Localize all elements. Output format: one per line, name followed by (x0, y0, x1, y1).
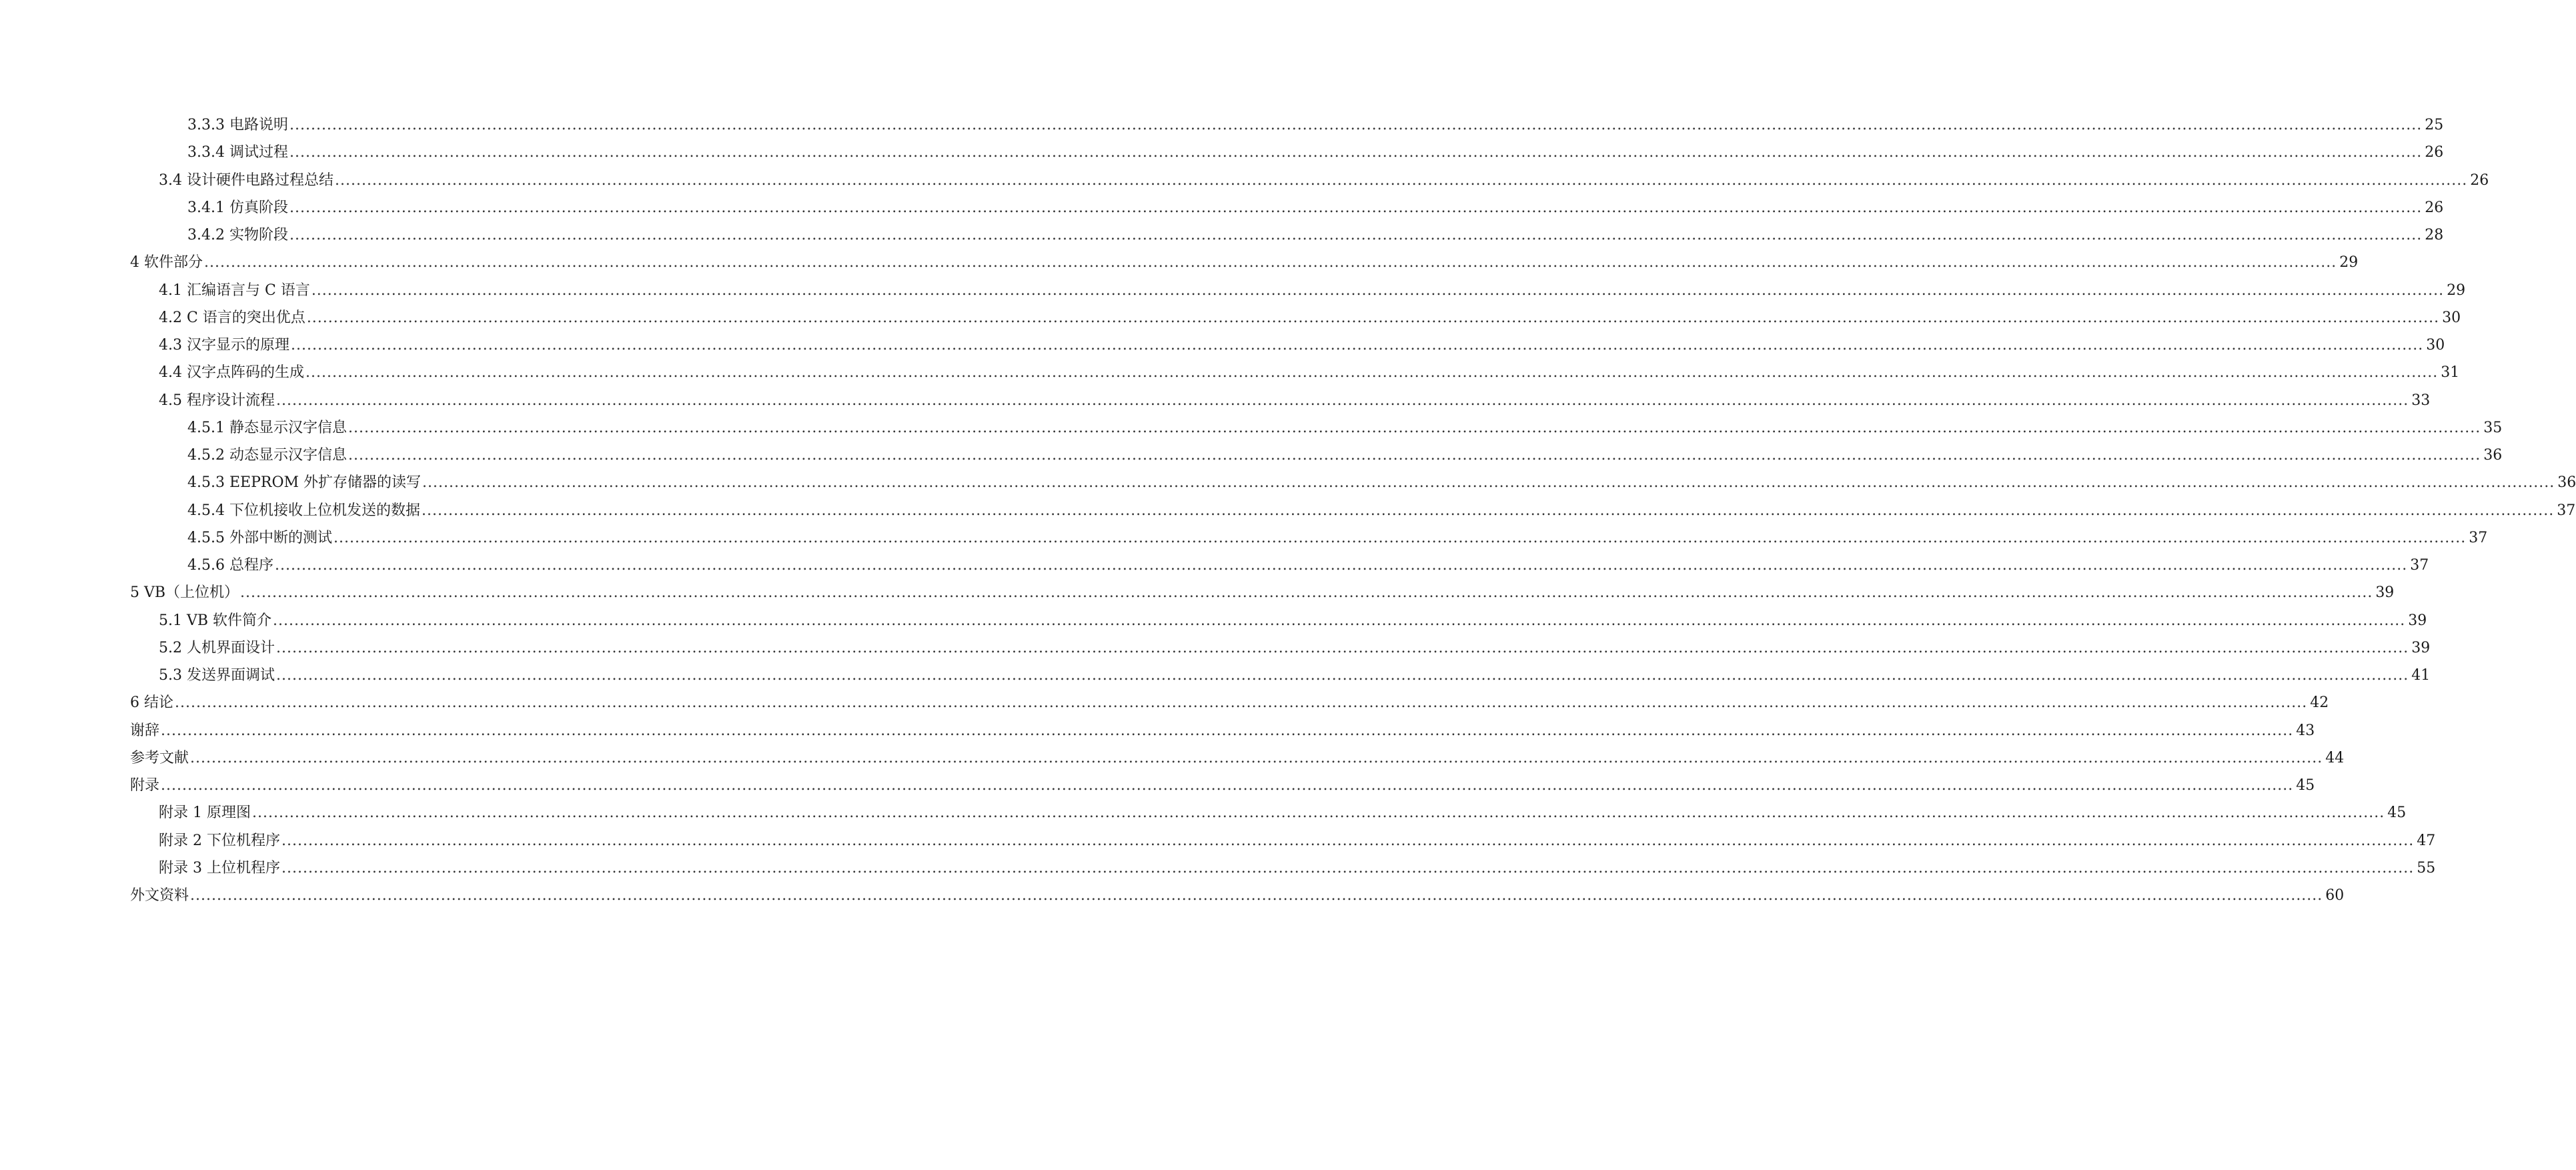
toc-entry-page-number: 39 (2375, 584, 2395, 602)
toc-entry[interactable] (0, 823, 2436, 850)
toc-entry-title: 4.5.2 动态显示汉字信息 (187, 447, 347, 464)
toc-entry-page-number: 42 (2310, 694, 2329, 712)
dot-leader: ................................................................................................................................................................................................................................................................................................................................................................................................................ (251, 804, 2385, 822)
toc-entry[interactable] (0, 520, 2488, 548)
toc-entry-title: 参考文献 (130, 749, 189, 766)
toc-entry[interactable] (0, 245, 2359, 272)
toc-entry[interactable] (0, 273, 2466, 300)
toc-entry-page-number: 26 (2425, 199, 2444, 216)
dot-leader: ................................................................................................................................................................................................................................................................................................................................................................................................................ (275, 667, 2409, 684)
toc-entry[interactable] (0, 410, 2503, 438)
toc-entry-title: 谢辞 (130, 722, 160, 739)
toc-entry-title: 3.4.2 实物阶段 (187, 227, 288, 243)
toc-entry-title: 4.1 汇编语言与 C 语言 (159, 281, 310, 299)
toc-entry[interactable] (0, 850, 2436, 878)
toc-entry[interactable] (0, 575, 2395, 602)
toc-entry-page-number: 35 (2483, 419, 2503, 436)
toc-entry-page-number: 41 (2411, 667, 2431, 684)
dot-leader: ................................................................................................................................................................................................................................................................................................................................................................................................................ (348, 419, 2481, 436)
toc-entry-page-number: 26 (2425, 144, 2444, 161)
dot-leader: ................................................................................................................................................................................................................................................................................................................................................................................................................ (161, 777, 2294, 794)
toc-entry-page-number: 45 (2387, 804, 2407, 822)
toc-entry-page-number: 28 (2425, 227, 2444, 243)
toc-entry[interactable] (0, 107, 2444, 135)
toc-entry-page-number: 29 (2447, 281, 2466, 299)
toc-entry[interactable] (0, 658, 2431, 685)
toc-entry-page-number: 36 (2483, 447, 2503, 464)
dot-leader: ................................................................................................................................................................................................................................................................................................................................................................................................................ (305, 364, 2439, 382)
toc-entry[interactable] (0, 603, 2427, 630)
toc-entry-title: 附录 3 上位机程序 (159, 859, 280, 876)
dot-leader: ................................................................................................................................................................................................................................................................................................................................................................................................................ (333, 529, 2467, 546)
toc-entry[interactable] (0, 795, 2407, 822)
toc-entry[interactable] (0, 493, 2576, 520)
toc-entry-title: 4.2 C 语言的突出优点 (159, 309, 305, 326)
toc-entry-page-number: 33 (2411, 392, 2431, 409)
dot-leader: ................................................................................................................................................................................................................................................................................................................................................................................................................ (421, 502, 2555, 519)
toc-entry[interactable] (0, 465, 2576, 492)
toc-entry-title: 6 结论 (130, 694, 173, 712)
toc-entry[interactable] (0, 630, 2431, 658)
toc-entry-title: 4.5.1 静态显示汉字信息 (187, 419, 347, 436)
dot-leader: ................................................................................................................................................................................................................................................................................................................................................................................................................ (190, 749, 2323, 766)
dot-leader: ................................................................................................................................................................................................................................................................................................................................................................................................................ (289, 117, 2423, 133)
toc-entry-title: 4.5.6 总程序 (187, 557, 273, 574)
toc-entry[interactable] (0, 355, 2460, 382)
toc-entry-title: 5.2 人机界面设计 (159, 639, 275, 656)
toc-entry-page-number: 36 (2557, 474, 2576, 492)
toc-entry-page-number: 47 (2417, 832, 2436, 849)
toc-entry-title: 3.3.4 调试过程 (187, 144, 288, 161)
toc-entry-page-number: 37 (2469, 529, 2488, 546)
toc-entry-page-number: 43 (2296, 722, 2315, 739)
toc-entry[interactable] (0, 878, 2345, 905)
dot-leader: ................................................................................................................................................................................................................................................................................................................................................................................................................ (289, 144, 2423, 161)
dot-leader: ................................................................................................................................................................................................................................................................................................................................................................................................................ (275, 639, 2409, 656)
toc-entry-title: 附录 (130, 777, 160, 794)
toc-entry-page-number: 39 (2411, 639, 2431, 656)
toc-entry-title: 外文资料 (130, 887, 189, 904)
toc-entry-title: 4.4 汉字点阵码的生成 (159, 364, 304, 382)
toc-entry-page-number: 25 (2425, 117, 2444, 133)
dot-leader: ................................................................................................................................................................................................................................................................................................................................................................................................................ (274, 557, 2408, 574)
dot-leader: ................................................................................................................................................................................................................................................................................................................................................................................................................ (281, 832, 2415, 849)
dot-leader: ................................................................................................................................................................................................................................................................................................................................................................................................................ (289, 227, 2423, 243)
toc-entry[interactable] (0, 740, 2345, 768)
toc-entry[interactable] (0, 135, 2444, 162)
toc-entry-title: 4.5.4 下位机接收上位机发送的数据 (187, 502, 420, 519)
toc-entry[interactable] (0, 328, 2445, 355)
dot-leader: ................................................................................................................................................................................................................................................................................................................................................................................................................ (281, 859, 2415, 876)
toc-entry-title: 4.3 汉字显示的原理 (159, 337, 289, 354)
toc-entry[interactable] (0, 300, 2461, 328)
toc-entry-title: 4 软件部分 (130, 254, 203, 271)
toc-entry[interactable] (0, 548, 2429, 575)
toc-entry[interactable] (0, 713, 2315, 740)
toc-entry[interactable] (0, 438, 2503, 465)
toc-entry[interactable] (0, 163, 2489, 190)
toc-entry-title: 附录 1 原理图 (159, 804, 251, 822)
toc-entry-title: 4.5.3 EEPROM 外扩存储器的读写 (187, 474, 422, 492)
dot-leader: ................................................................................................................................................................................................................................................................................................................................................................................................................ (240, 584, 2373, 602)
toc-entry[interactable] (0, 190, 2444, 217)
dot-leader: ................................................................................................................................................................................................................................................................................................................................................................................................................ (348, 447, 2481, 464)
toc-entry-page-number: 55 (2417, 859, 2436, 876)
dot-leader: ................................................................................................................................................................................................................................................................................................................................................................................................................ (175, 694, 2308, 712)
toc-entry-page-number: 30 (2426, 337, 2445, 354)
dot-leader: ................................................................................................................................................................................................................................................................................................................................................................................................................ (306, 309, 2440, 326)
toc-entry-title: 附录 2 下位机程序 (159, 832, 280, 849)
toc-entry-title: 3.4.1 仿真阶段 (187, 199, 288, 216)
toc-entry-title: 4.5 程序设计流程 (159, 392, 275, 409)
toc-entry[interactable] (0, 217, 2444, 245)
toc-entry[interactable] (0, 768, 2315, 795)
dot-leader: ................................................................................................................................................................................................................................................................................................................................................................................................................ (190, 887, 2323, 904)
toc-entry-page-number: 44 (2325, 749, 2345, 766)
toc-entry-page-number: 37 (2410, 557, 2429, 574)
toc-entry-page-number: 45 (2296, 777, 2315, 794)
toc-entry-page-number: 39 (2408, 612, 2427, 629)
dot-leader: ................................................................................................................................................................................................................................................................................................................................................................................................................ (334, 171, 2468, 189)
toc-entry-title: 5 VB（上位机） (130, 584, 239, 602)
toc-entry-page-number: 26 (2470, 171, 2489, 189)
toc-entry-page-number: 31 (2441, 364, 2460, 382)
dot-leader: ................................................................................................................................................................................................................................................................................................................................................................................................................ (204, 254, 2337, 271)
toc-entry-page-number: 60 (2325, 887, 2345, 904)
toc-entry-title: 4.5.5 外部中断的测试 (187, 529, 332, 546)
toc-entry-title: 3.4 设计硬件电路过程总结 (159, 171, 334, 189)
dot-leader: ................................................................................................................................................................................................................................................................................................................................................................................................................ (290, 337, 2424, 354)
dot-leader: ................................................................................................................................................................................................................................................................................................................................................................................................................ (275, 392, 2409, 409)
dot-leader: ................................................................................................................................................................................................................................................................................................................................................................................................................ (311, 281, 2445, 299)
toc-entry[interactable] (0, 685, 2329, 712)
toc-entry-title: 3.3.3 电路说明 (187, 117, 288, 133)
toc-entry-page-number: 37 (2557, 502, 2576, 519)
toc-entry-title: 5.3 发送界面调试 (159, 667, 275, 684)
toc-entry[interactable] (0, 383, 2431, 410)
dot-leader: ................................................................................................................................................................................................................................................................................................................................................................................................................ (161, 722, 2294, 739)
toc-entry-title: 5.1 VB 软件简介 (159, 612, 272, 629)
toc-entry-page-number: 29 (2339, 254, 2359, 271)
toc-entry-page-number: 30 (2442, 309, 2461, 326)
dot-leader: ................................................................................................................................................................................................................................................................................................................................................................................................................ (289, 199, 2423, 216)
dot-leader: ................................................................................................................................................................................................................................................................................................................................................................................................................ (273, 612, 2406, 629)
dot-leader: ................................................................................................................................................................................................................................................................................................................................................................................................................ (422, 474, 2555, 492)
